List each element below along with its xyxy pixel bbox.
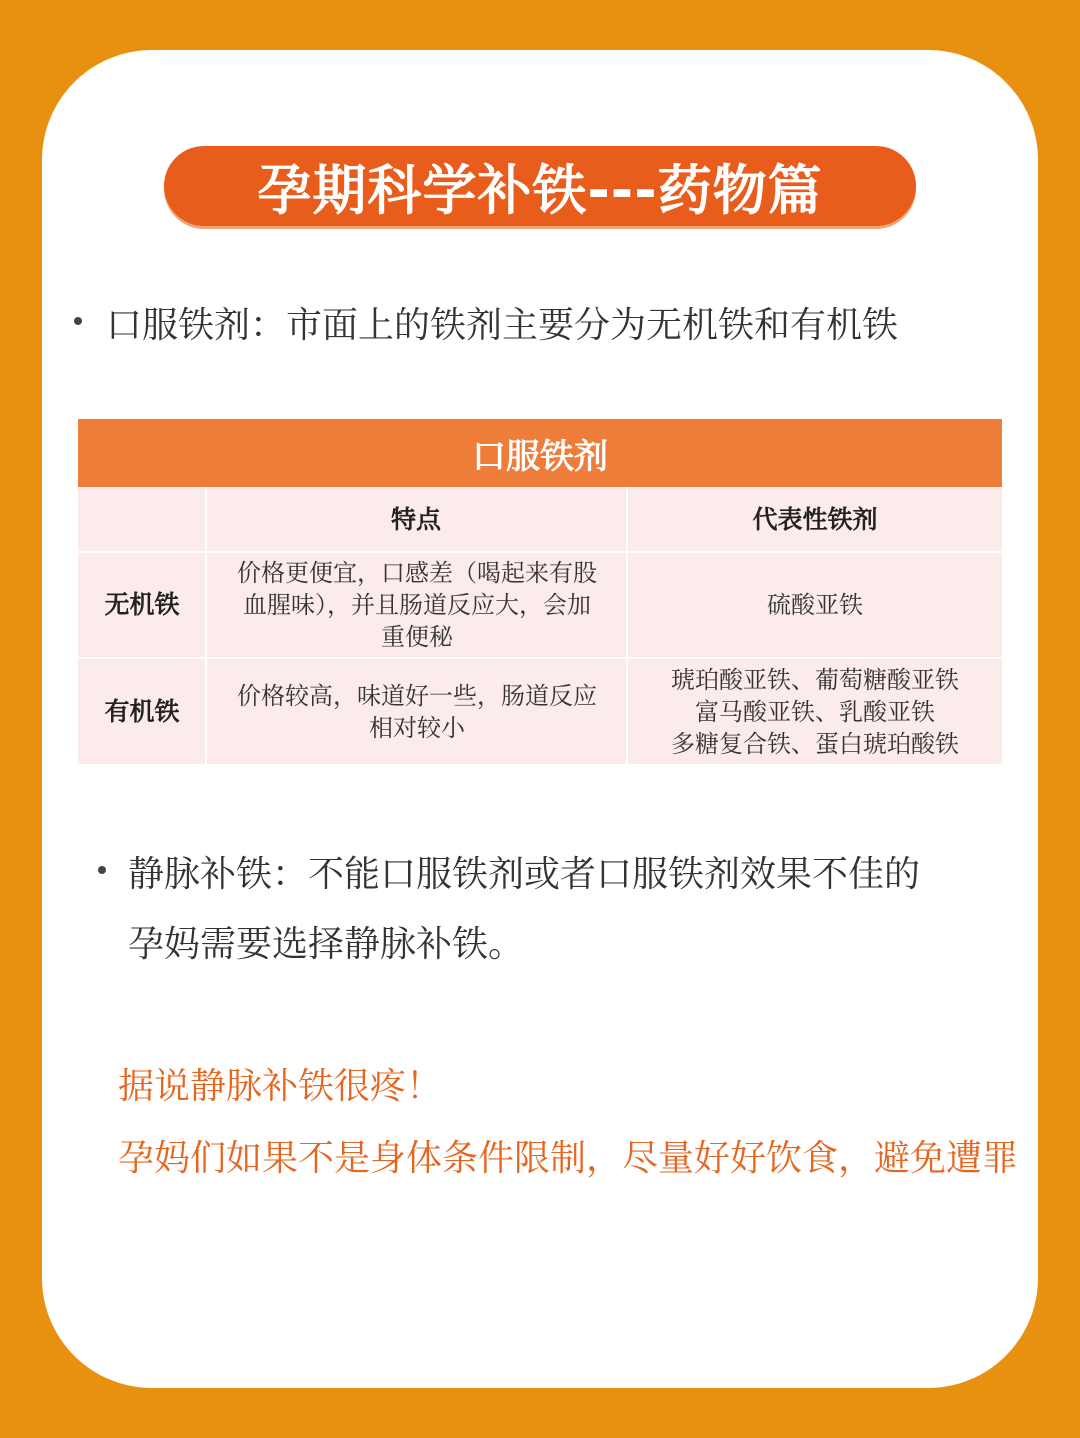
table-divider [205,487,207,764]
row-organic-features [206,659,628,764]
table-divider [78,657,1002,659]
example-line: 琥珀酸亚铁、葡萄糖酸亚铁 [671,665,959,694]
row-inorganic-examples [628,553,1002,657]
note-line-2: 孕妈们如果不是身体条件限制，尽量好好饮食，避免遭罪 [118,1138,1019,1179]
example-line: 富马酸亚铁、乳酸亚铁 [695,697,935,726]
oral-iron-table [78,419,1002,764]
oral-iron-bullet: 口服铁剂：市面上的铁剂主要分为无机铁和有机铁 [106,305,899,346]
row-inorganic-features [206,553,628,657]
feature-line: 重便秘 [381,623,453,651]
table-divider [78,551,1002,553]
example-line: 硫酸亚铁 [767,591,863,619]
table-header: 口服铁剂 [78,419,1002,487]
feature-line: 价格更便宜，口感差（喝起来有股 [237,559,597,587]
feature-line: 价格较高，味道好一些，肠道反应 [237,681,597,710]
iv-iron-line-2: 孕妈需要选择静脉补铁。 [128,924,525,965]
bullet-dot [74,317,82,325]
column-header-features: 特点 [390,505,441,534]
note-line-1: 据说静脉补铁很疼！ [118,1066,443,1107]
row-label-organic: 有机铁 [104,696,180,726]
row-label-inorganic: 无机铁 [104,590,180,619]
example-line: 多糖复合铁、蛋白琥珀酸铁 [671,729,959,758]
page-title: 孕期科学补铁---药物篇 [257,158,823,222]
title-banner [164,146,916,226]
feature-line: 相对较小 [369,713,465,742]
bullet-dot [98,866,106,874]
column-header-examples: 代表性铁剂 [752,505,878,534]
table-divider [626,487,628,764]
iv-iron-line-1: 静脉补铁：不能口服铁剂或者口服铁剂效果不佳的 [128,854,921,895]
row-organic-examples [628,659,1002,764]
feature-line: 血腥味），并且肠道反应大，会加 [243,591,591,619]
